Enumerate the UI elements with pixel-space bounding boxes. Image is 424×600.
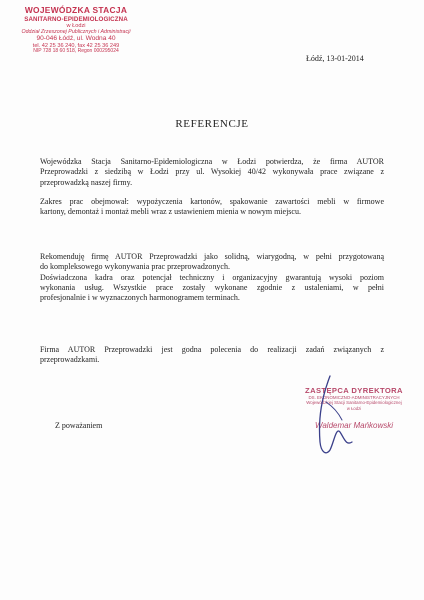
paragraph-line: Rekomenduję firmę AUTOR Przeprowadzki jako solidną, wiarygodną, w pełni przygotowaną bbox=[40, 252, 384, 261]
signature-stamp-dept: DS. EKONOMICZNO-ADMINISTRACYJNYCH bbox=[308, 395, 400, 401]
stamp-line-2: SANITARNO-EPIDEMIOLOGICZNA bbox=[24, 15, 128, 23]
signature-stamp-name: Waldemar Mańkowski bbox=[314, 420, 394, 430]
paragraph-line: Przeprowadzki z siedzibą w Łodzi przy ul. Wysokiej 40/42 wykonywała prace związane z bbox=[40, 167, 384, 177]
document-date: Łódź, 13-01-2014 bbox=[306, 54, 364, 63]
paragraph-recommendation bbox=[40, 252, 384, 303]
paragraph-endorsement bbox=[40, 345, 384, 366]
handwritten-signature bbox=[300, 372, 360, 462]
signature-stamp-title: ZASTĘPCA DYREKTORA bbox=[305, 386, 403, 395]
paragraph-scope bbox=[40, 197, 384, 218]
paragraph-confirmation bbox=[40, 157, 384, 188]
paragraph-line: Zakres prac obejmował: wypożyczenia kartonów, spakowanie zawartości mebli w firmowe bbox=[40, 197, 384, 206]
stamp-nip-regon: NIP 728 18 60 518, Regon 000295024 bbox=[33, 48, 119, 55]
paragraph-line: Doświadczona kadra oraz potencjał techniczny i organizacyjny gwarantują wysoki poziom bbox=[40, 272, 384, 282]
paragraph-line: profesjonalnie i w wyznaczonych harmonogramem terminach. bbox=[40, 293, 240, 303]
paragraph-line: Wojewódzka Stacja Sanitarno-Epidemiologiczna w Łodzi potwierdza, że firma AUTOR bbox=[40, 157, 384, 166]
stamp-line-3: w Łodzi bbox=[66, 22, 86, 29]
stamp-line-1: WOJEWÓDZKA STACJA bbox=[24, 5, 128, 15]
paragraph-line: kartony, demontaż i montaż mebli wraz z ustawieniem mienia w nowym miejscu. bbox=[40, 207, 301, 217]
institution-header-stamp bbox=[6, 6, 146, 55]
document-title: REFERENCJE bbox=[175, 118, 249, 130]
stamp-phone: tel. 42 25 36 240, fax 42 25 36 249 bbox=[32, 42, 120, 49]
paragraph-line: przeprowadzkami. bbox=[40, 355, 100, 365]
paragraph-line: przeprowadzką naszej firmy. bbox=[40, 177, 133, 187]
closing-salutation: Z poważaniem bbox=[55, 421, 103, 430]
signature-stamp-city: w Łodzi bbox=[346, 405, 362, 411]
paragraph-line: Firma AUTOR Przeprowadzki jest godna polecenia do realizacji zadań związanych z bbox=[40, 345, 384, 354]
signature-stamp-institution: Wojewódzkiej Stacji Sanitarno-Epidemiologicznej bbox=[306, 400, 402, 406]
stamp-line-4: Oddział Zrzeszonej Publicznych i Administracji bbox=[21, 29, 131, 36]
paragraph-line: wykonania usług. Wszystkie prace zostały wykonane zgodnie z ustaleniami, w pełni bbox=[40, 282, 384, 292]
stamp-address: 90-046 Łódź, ul. Wodna 40 bbox=[36, 35, 116, 43]
paragraph-line: do kompleksowego wykonywania prac przeprowadzonych. bbox=[40, 262, 230, 272]
